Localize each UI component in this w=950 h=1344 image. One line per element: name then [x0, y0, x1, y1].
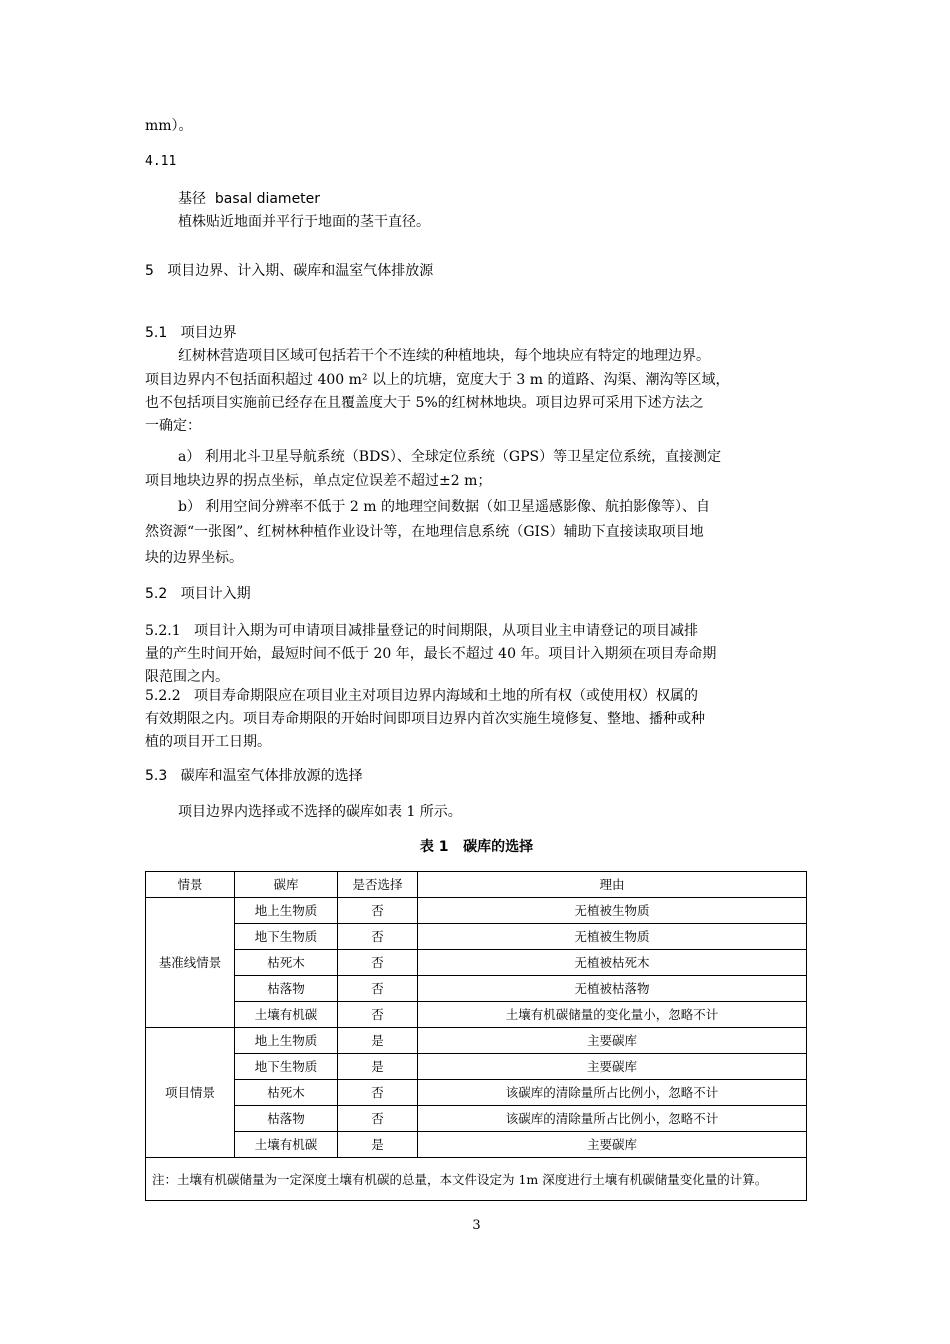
table-cell: 该碳库的清除量所占比例小，忽略不计: [418, 1106, 807, 1132]
table-cell: 否: [338, 924, 418, 950]
table-cell: 是: [338, 1028, 418, 1054]
table-cell: 是: [338, 1132, 418, 1158]
s52-p2-line2: 有效期限之内。项目寿命期限的开始时间即项目边界内首次实施生境修复、整地、播种或种: [145, 711, 705, 727]
s52-p1-line2: 量的产生时间开始，最短时间不低于 20 年，最长不超过 40 年。项目计入期须在项目寿命期: [145, 646, 717, 662]
page-number: 3: [472, 1218, 481, 1233]
section-5-heading: 5 项目边界、计入期、碳库和温室气体排放源: [145, 263, 434, 279]
s51-item-a-line1: a） 利用北斗卫星导航系统（BDS）、全球定位系统（GPS）等卫星定位系统，直接测定: [178, 449, 722, 465]
table-cell: 地上生物质: [235, 1028, 338, 1054]
table-row: [146, 1028, 807, 1054]
table-header-cell: 是否选择: [338, 872, 418, 898]
table-cell: 否: [338, 1080, 418, 1106]
table-row: [146, 1106, 807, 1132]
top-fragment-text: mm）。: [145, 118, 193, 134]
table-cell: 否: [338, 950, 418, 976]
table-cell: 否: [338, 976, 418, 1002]
s52-p1-line1: 5.2.1 项目计入期为可申请项目减排量登记的时间期限，从项目业主申请登记的项目减排: [145, 623, 698, 639]
term-definition: 植株贴近地面并平行于地面的茎干直径。: [178, 214, 430, 230]
table-header-row: [146, 872, 807, 898]
table-row: [146, 950, 807, 976]
table-row: [146, 1002, 807, 1028]
section-5-2-heading: 5.2 项目计入期: [145, 586, 251, 602]
table-row: [146, 1132, 807, 1158]
table-cell: 土壤有机碳: [235, 1002, 338, 1028]
table-cell: 无植被生物质: [418, 924, 807, 950]
table-cell: 地上生物质: [235, 898, 338, 924]
table-row: [146, 924, 807, 950]
table-cell: 枯落物: [235, 1106, 338, 1132]
table-cell: 无植被枯落物: [418, 976, 807, 1002]
table-header-cell: 理由: [418, 872, 807, 898]
scenario-cell: 项目情景: [146, 1028, 235, 1158]
scenario-cell: 基准线情景: [146, 898, 235, 1028]
term-number: 4.11: [145, 154, 177, 169]
table-cell: 否: [338, 1002, 418, 1028]
carbon-pool-table: [145, 871, 807, 1201]
section-5-3-heading: 5.3 碳库和温室气体排放源的选择: [145, 768, 363, 784]
s51-para1-line1: 红树林营造项目区域可包括若干个不连续的种植地块，每个地块应有特定的地理边界。: [178, 348, 710, 364]
table-cell: 枯死木: [235, 950, 338, 976]
s51-para1-line4: 一确定：: [145, 418, 201, 434]
s51-para1-line3: 也不包括项目实施前已经存在且覆盖度大于 5%的红树林地块。项目边界可采用下述方法之: [145, 395, 704, 411]
table-cell: 土壤有机碳: [235, 1132, 338, 1158]
table-cell: 否: [338, 1106, 418, 1132]
s52-p2-line3: 植的项目开工日期。: [145, 734, 271, 750]
table-cell: 是: [338, 1054, 418, 1080]
table-row: [146, 1054, 807, 1080]
table-cell: 土壤有机碳储量的变化量小，忽略不计: [418, 1002, 807, 1028]
s52-p2-line1: 5.2.2 项目寿命期限应在项目业主对项目边界内海域和土地的所有权（或使用权）权属的: [145, 688, 698, 704]
table-cell: 该碳库的清除量所占比例小，忽略不计: [418, 1080, 807, 1106]
s51-item-b-line1: b） 利用空间分辨率不低于 2 m 的地理空间数据（如卫星遥感影像、航拍影像等）、自: [178, 499, 710, 515]
table-note-row: [146, 1158, 807, 1201]
table-row: [146, 976, 807, 1002]
s51-item-b-line3: 块的边界坐标。: [145, 550, 243, 566]
table-cell: 无植被生物质: [418, 898, 807, 924]
table-row: [146, 898, 807, 924]
term-title-text: 基径 basal diameter: [178, 191, 321, 207]
section-5-1-heading: 5.1 项目边界: [145, 325, 237, 341]
table-caption: 表 1 碳库的选择: [419, 839, 534, 855]
table-cell: 枯死木: [235, 1080, 338, 1106]
table-header-cell: 碳库: [235, 872, 338, 898]
table-cell: 主要碳库: [418, 1132, 807, 1158]
table-cell: 主要碳库: [418, 1028, 807, 1054]
table-header-cell: 情景: [146, 872, 235, 898]
term-title: [178, 187, 320, 211]
table-cell: 无植被枯死木: [418, 950, 807, 976]
s51-item-b-line2: 然资源“一张图”、红树林种植作业设计等，在地理信息系统（GIS）辅助下直接读取项目地: [145, 524, 704, 540]
table-cell: 地下生物质: [235, 1054, 338, 1080]
s53-intro: 项目边界内选择或不选择的碳库如表 1 所示。: [178, 804, 462, 820]
table-cell: 主要碳库: [418, 1054, 807, 1080]
table-note: 注：土壤有机碳储量为一定深度土壤有机碳的总量，本文件设定为 1m 深度进行土壤有机碳储量变化量的计算。: [146, 1158, 807, 1201]
table-cell: 否: [338, 898, 418, 924]
s52-p1-line3: 限范围之内。: [145, 669, 229, 685]
table-row: [146, 1080, 807, 1106]
s51-para1-line2: 项目边界内不包括面积超过 400 m² 以上的坑塘，宽度大于 3 m 的道路、沟渠、潮沟等区域，: [145, 372, 730, 388]
table-cell: 枯落物: [235, 976, 338, 1002]
s51-item-a-line2: 项目地块边界的拐点坐标，单点定位误差不超过±2 m；: [145, 473, 492, 489]
table-cell: 地下生物质: [235, 924, 338, 950]
